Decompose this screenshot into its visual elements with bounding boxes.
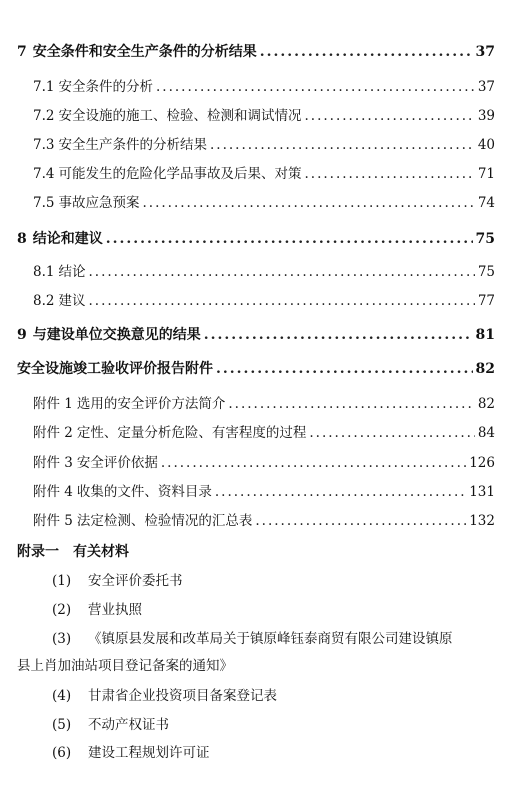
appendix-item-text: 甘肃省企业投资项目备案登记表 bbox=[88, 688, 277, 704]
toc-number: 7.3 bbox=[33, 137, 55, 153]
toc-page: 37 bbox=[475, 44, 495, 60]
toc-number: 7.1 bbox=[33, 79, 55, 95]
toc-leader-dots bbox=[161, 454, 466, 472]
toc-number: 附件 4 bbox=[33, 484, 73, 500]
toc-page: 71 bbox=[477, 166, 495, 182]
toc-title: 安全评价依据 bbox=[76, 455, 158, 471]
toc-entry-attachment-1[interactable] bbox=[33, 395, 495, 413]
toc-page: 77 bbox=[477, 293, 495, 309]
toc-leader-dots bbox=[304, 107, 474, 125]
appendix-item-text: 营业执照 bbox=[88, 602, 142, 618]
toc-entry-9[interactable] bbox=[17, 326, 495, 344]
toc-title: 与建设单位交换意见的结果 bbox=[32, 327, 201, 343]
toc-number: 8.1 bbox=[33, 264, 55, 280]
toc-leader-dots bbox=[88, 263, 474, 281]
appendix-item-text: 《镇原县发展和改革局关于镇原峰钰泰商贸有限公司建设镇原 bbox=[88, 631, 453, 647]
toc-page: 82 bbox=[477, 396, 495, 412]
toc-entry-7-2[interactable] bbox=[33, 107, 495, 125]
toc-page: 75 bbox=[475, 231, 495, 247]
toc-leader-dots bbox=[215, 483, 466, 501]
toc-page: 74 bbox=[477, 195, 495, 211]
toc-number: 7.5 bbox=[33, 195, 55, 211]
toc-title: 安全条件和安全生产条件的分析结果 bbox=[32, 44, 257, 60]
toc-page: 131 bbox=[469, 484, 495, 500]
appendix-item-continuation: 县上肖加油站项目登记备案的通知》 bbox=[17, 658, 233, 674]
toc-leader-dots bbox=[88, 292, 474, 310]
toc-page: 82 bbox=[475, 361, 495, 377]
toc-page: 126 bbox=[469, 455, 495, 471]
toc-entry-attachment-3[interactable] bbox=[33, 454, 495, 472]
toc-number: 8.2 bbox=[33, 293, 55, 309]
appendix-item-number: (2) bbox=[52, 602, 72, 618]
appendix-item bbox=[52, 744, 210, 762]
toc-page: 40 bbox=[477, 137, 495, 153]
toc-number: 附件 5 bbox=[33, 513, 73, 529]
toc-title: 安全设施的施工、检验、检测和调试情况 bbox=[58, 108, 302, 124]
toc-leader-dots bbox=[156, 78, 475, 96]
appendix-item-number: (4) bbox=[52, 688, 72, 704]
appendix-item bbox=[52, 716, 169, 734]
toc-title: 建议 bbox=[58, 293, 86, 309]
appendix-item-number: (1) bbox=[52, 573, 72, 589]
appendix-title: 有关材料 bbox=[73, 544, 129, 560]
toc-title: 结论 bbox=[58, 264, 86, 280]
appendix-item-text: 安全评价委托书 bbox=[88, 573, 183, 589]
toc-page: 39 bbox=[477, 108, 495, 124]
toc-leader-dots bbox=[304, 165, 474, 183]
toc-entry-appendix-report[interactable] bbox=[17, 360, 495, 378]
toc-page: 81 bbox=[475, 327, 495, 343]
toc-leader-dots bbox=[210, 136, 475, 154]
appendix-item-number: (6) bbox=[52, 745, 72, 761]
toc-number: 7.2 bbox=[33, 108, 55, 124]
toc-number: 8 bbox=[17, 231, 27, 247]
toc-leader-dots bbox=[142, 194, 474, 212]
toc-entry-7[interactable] bbox=[17, 43, 495, 61]
toc-leader-dots bbox=[216, 360, 473, 378]
appendix-item-number: (3) bbox=[52, 631, 72, 647]
appendix-item-text: 不动产权证书 bbox=[88, 717, 169, 733]
toc-entry-7-4[interactable] bbox=[33, 165, 495, 183]
toc-title: 事故应急预案 bbox=[58, 195, 140, 211]
toc-page: 75 bbox=[477, 264, 495, 280]
toc-title: 法定检测、检验情况的汇总表 bbox=[76, 513, 253, 529]
toc-entry-attachment-5[interactable] bbox=[33, 512, 495, 530]
toc-title: 安全条件的分析 bbox=[58, 79, 153, 95]
toc-leader-dots bbox=[260, 43, 473, 61]
toc-entry-8-2[interactable] bbox=[33, 292, 495, 310]
toc-entry-attachment-2[interactable] bbox=[33, 424, 495, 442]
toc-number: 附件 1 bbox=[33, 396, 73, 412]
toc-number: 9 bbox=[17, 327, 27, 343]
appendix-item bbox=[52, 630, 453, 648]
toc-entry-7-3[interactable] bbox=[33, 136, 495, 154]
toc-page: 132 bbox=[469, 513, 495, 529]
appendix-item-text: 建设工程规划许可证 bbox=[88, 745, 210, 761]
toc-entry-attachment-4[interactable] bbox=[33, 483, 495, 501]
toc-title: 结论和建议 bbox=[32, 231, 103, 247]
toc-page: 37 bbox=[477, 79, 495, 95]
appendix-item bbox=[52, 601, 142, 619]
toc-number: 7 bbox=[17, 44, 27, 60]
toc-title: 定性、定量分析危险、有害程度的过程 bbox=[76, 425, 307, 441]
toc-number: 附件 2 bbox=[33, 425, 73, 441]
toc-leader-dots bbox=[309, 424, 474, 442]
toc-title: 安全设施竣工验收评价报告附件 bbox=[17, 361, 213, 377]
toc-leader-dots bbox=[204, 326, 473, 344]
toc-title: 收集的文件、资料目录 bbox=[76, 484, 212, 500]
toc-leader-dots bbox=[106, 230, 473, 248]
appendix-label: 附录一 bbox=[17, 544, 59, 560]
appendix-heading bbox=[17, 543, 129, 561]
appendix-item-number: (5) bbox=[52, 717, 72, 733]
toc-number: 附件 3 bbox=[33, 455, 73, 471]
appendix-item bbox=[52, 687, 277, 705]
toc-page: 84 bbox=[477, 425, 495, 441]
toc-number: 7.4 bbox=[33, 166, 55, 182]
toc-title: 安全生产条件的分析结果 bbox=[58, 137, 207, 153]
toc-entry-8[interactable] bbox=[17, 230, 495, 248]
toc-entry-7-5[interactable] bbox=[33, 194, 495, 212]
toc-entry-7-1[interactable] bbox=[33, 78, 495, 96]
toc-entry-8-1[interactable] bbox=[33, 263, 495, 281]
toc-leader-dots bbox=[255, 512, 466, 530]
toc-title: 可能发生的危险化学品事故及后果、对策 bbox=[58, 166, 302, 182]
appendix-item bbox=[52, 572, 183, 590]
toc-leader-dots bbox=[228, 395, 474, 413]
toc-title: 选用的安全评价方法简介 bbox=[76, 396, 226, 412]
